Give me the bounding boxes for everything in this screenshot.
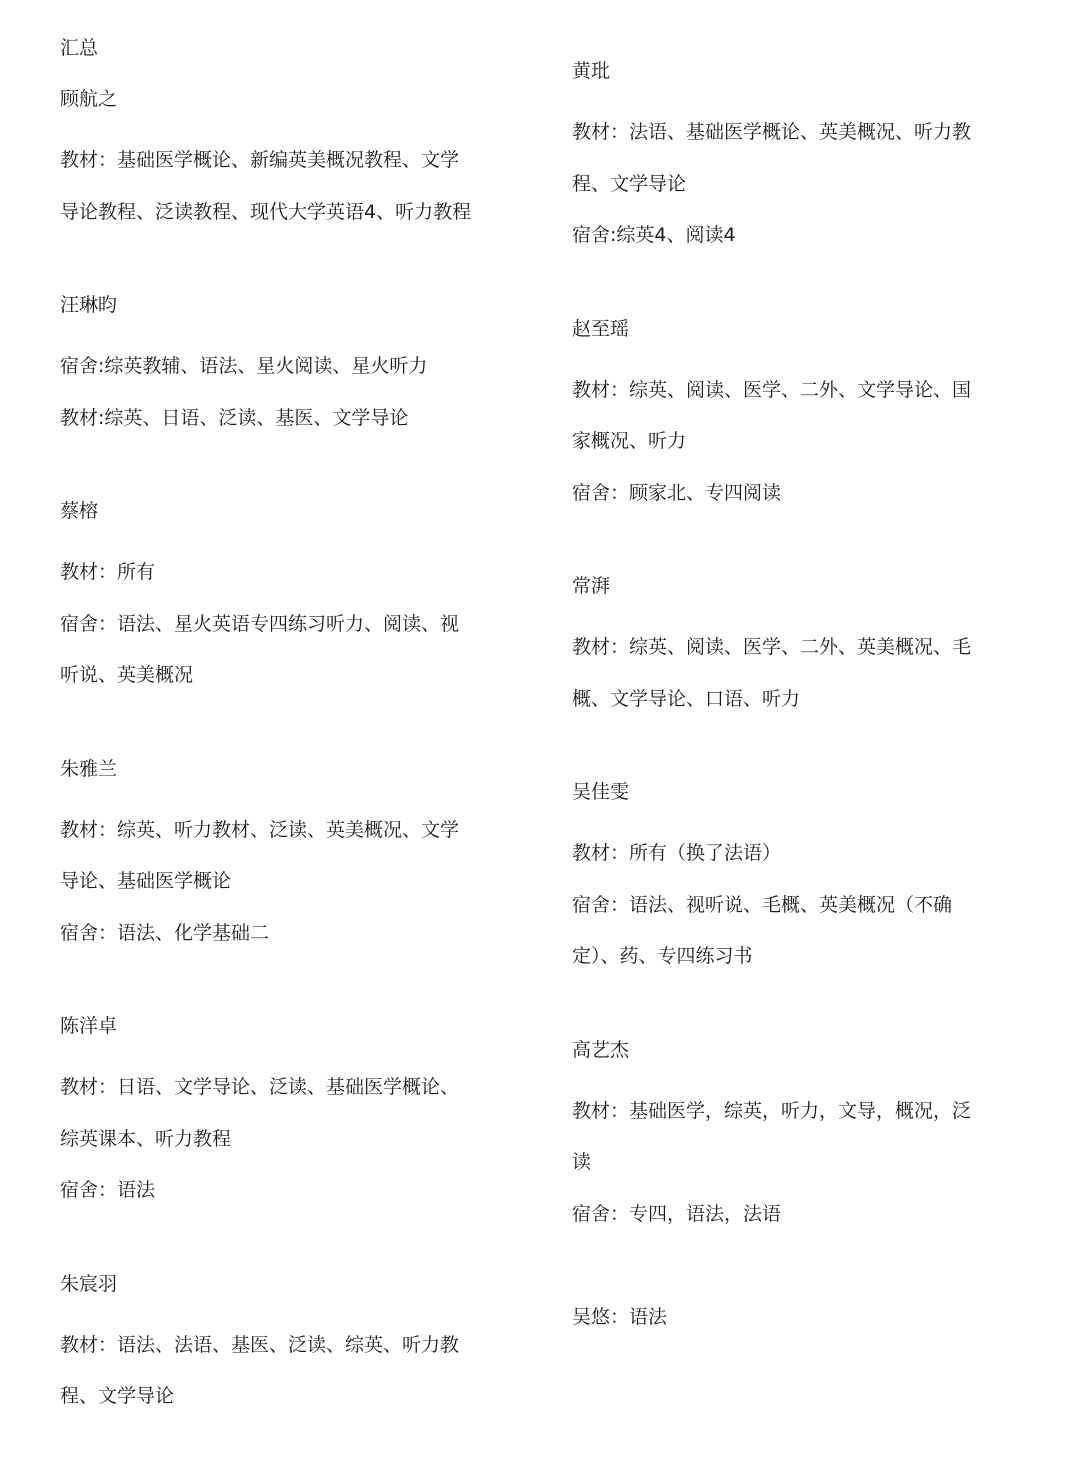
person-name: 蔡榕 — [60, 500, 99, 522]
person-entry — [572, 1292, 971, 1344]
entry-line: 宿舍：顾家北、专四阅读 — [572, 481, 782, 504]
person-entry — [60, 496, 471, 702]
person-entry — [60, 290, 471, 444]
right-entries — [572, 56, 971, 1396]
entry-line: 宿舍:综英4、阅读4 — [572, 224, 736, 246]
person-name: 高艺杰 — [572, 1038, 630, 1061]
entry-line: 教材：综英、阅读、医学、二外、英美概况、毛 — [572, 636, 972, 658]
entry-line: 宿舍：专四，语法，法语 — [572, 1202, 782, 1225]
person-entry — [572, 1035, 971, 1241]
entry-line: 概、文学导论、口语、听力 — [572, 687, 801, 710]
entry-line: 宿舍：语法、化学基础二 — [60, 921, 270, 944]
person-name: 顾航之 — [60, 88, 118, 110]
person-name: 黄玭 — [572, 60, 611, 82]
entry-line: 教材：基础医学，综英，听力，文导，概况，泛 — [572, 1099, 972, 1122]
entry-line: 读 — [572, 1151, 592, 1173]
person-entry — [572, 314, 971, 520]
entry-line: 程、文学导论 — [60, 1385, 175, 1407]
entry-line: 教材：语法、法语、基医、泛读、综英、听力教 — [60, 1333, 460, 1356]
person-name: 朱宸羽 — [60, 1272, 118, 1295]
entry-line: 宿舍：语法、视听说、毛概、英美概况（不确 — [572, 893, 953, 916]
person-name: 常湃 — [572, 575, 611, 597]
person-entry — [572, 777, 971, 983]
person-entry — [60, 84, 471, 238]
person-name: 汪琳昀 — [60, 294, 118, 316]
person-name: 吴佳雯 — [572, 781, 630, 803]
person-name: 朱雅兰 — [60, 757, 118, 780]
person-entry — [572, 571, 971, 725]
entry-line: 导论、基础医学概论 — [60, 870, 232, 892]
person-entry — [60, 1269, 471, 1423]
entry-line: 教材：日语、文学导论、泛读、基础医学概论、 — [60, 1076, 460, 1098]
entry-line: 综英课本、听力教程 — [60, 1127, 232, 1150]
entry-line: 家概况、听力 — [572, 430, 687, 452]
entry-line: 宿舍:综英教辅、语法、星火阅读、星火听力 — [60, 355, 428, 377]
entry-line: 教材：综英、听力教材、泛读、英美概况、文学 — [60, 818, 460, 841]
person-entry — [60, 1011, 471, 1217]
entry-line: 教材:综英、日语、泛读、基医、文学导论 — [60, 406, 409, 429]
entry-line: 教材：综英、阅读、医学、二外、文学导论、国 — [572, 378, 972, 401]
summary-heading: 汇总 — [60, 37, 99, 59]
entry-line: 教材：所有 — [60, 561, 156, 583]
entry-line: 定）、药、专四练习书 — [572, 945, 753, 967]
entry-line: 宿舍：语法 — [60, 1179, 156, 1201]
person-entry — [572, 56, 971, 262]
person-name: 陈洋卓 — [60, 1015, 118, 1037]
person-name: 赵至瑶 — [572, 317, 630, 340]
entry-line: 导论教程、泛读教程、现代大学英语4、听力教程 — [60, 200, 472, 223]
entry-line: 听说、英美概况 — [60, 664, 194, 686]
entry-line: 教材：法语、基础医学概论、英美概况、听力教 — [572, 121, 972, 143]
entry-line: 教材：基础医学概论、新编英美概况教程、文学 — [60, 149, 460, 171]
entry-line: 宿舍：语法、星火英语专四练习听力、阅读、视 — [60, 612, 460, 635]
entry-line: 程、文学导论 — [572, 172, 687, 195]
left-entries — [60, 84, 471, 1475]
entry-line: 教材：所有（换了法语） — [572, 842, 782, 864]
entry-line: 吴悠：语法 — [572, 1306, 668, 1328]
person-entry — [60, 754, 471, 960]
